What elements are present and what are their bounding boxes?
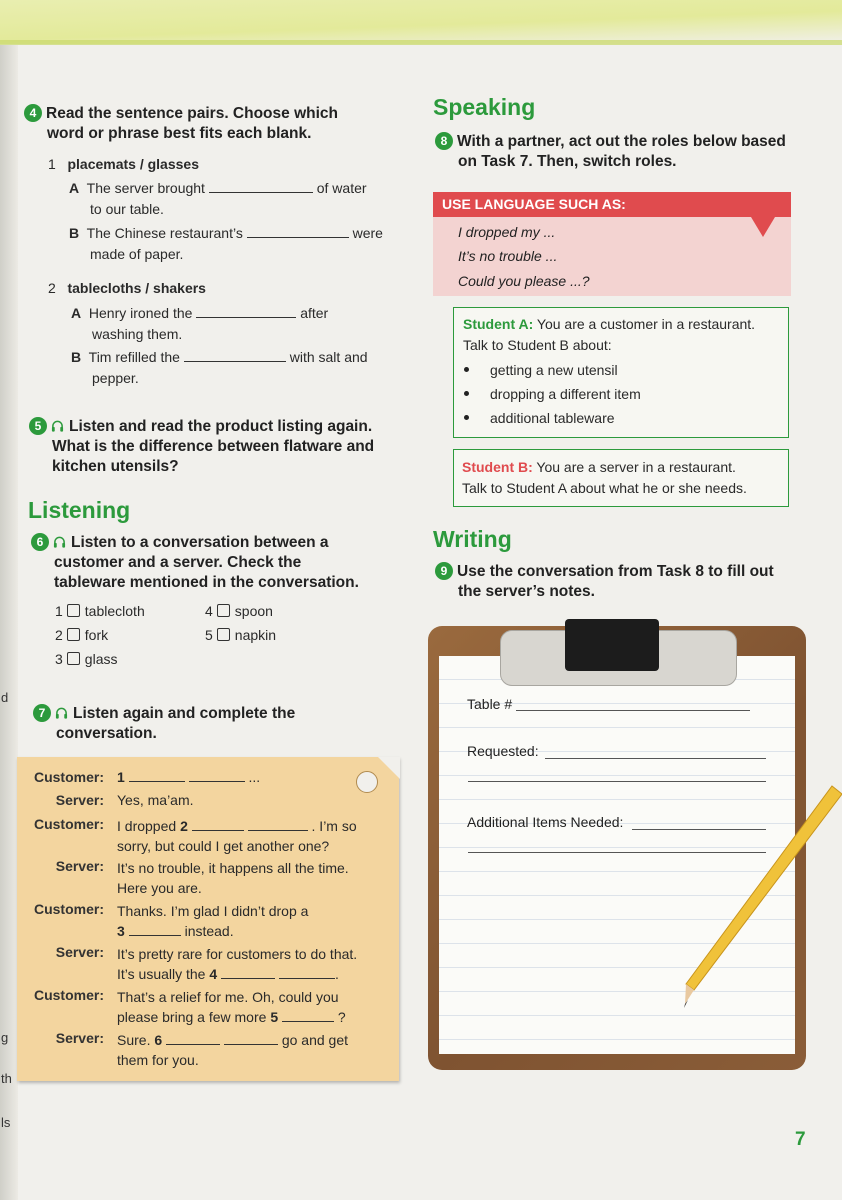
sentence-part: Tim refilled the bbox=[88, 349, 180, 365]
sentence-part: It’s usually the bbox=[117, 966, 206, 982]
option-label: B bbox=[71, 349, 82, 365]
conversation-line bbox=[117, 944, 357, 984]
task6-instruction bbox=[31, 533, 401, 593]
student-b-box bbox=[453, 449, 789, 507]
option-label: tablecloth bbox=[84, 603, 145, 619]
table-number-label: Table # bbox=[467, 696, 513, 712]
speaker-server: Server: bbox=[55, 1030, 104, 1046]
fill-blank[interactable] bbox=[129, 923, 181, 936]
sentence-part: them for you. bbox=[117, 1052, 199, 1068]
item-number: 2 bbox=[55, 627, 63, 643]
bullet-icon bbox=[464, 415, 469, 420]
blank-number: 4 bbox=[209, 966, 218, 982]
option-label: fork bbox=[84, 627, 109, 643]
item-number: 1 bbox=[55, 603, 63, 619]
checklist-item[interactable] bbox=[55, 601, 145, 622]
task-number-badge: 8 bbox=[435, 132, 453, 150]
sentence-part: . bbox=[334, 966, 339, 982]
student-a-text bbox=[463, 314, 755, 335]
conversation-line bbox=[117, 1030, 348, 1070]
bullet-text: dropping a different item bbox=[490, 386, 641, 402]
sentence-part: go and get bbox=[281, 1032, 348, 1048]
task4-item1-b bbox=[69, 223, 399, 265]
role-text: You are a customer in a restaurant. bbox=[536, 316, 756, 332]
fill-blank[interactable] bbox=[221, 966, 275, 979]
sentence-part: were bbox=[352, 225, 383, 241]
fill-blank[interactable] bbox=[184, 349, 286, 362]
task4-item2-title bbox=[48, 278, 206, 299]
task4-line1: Read the sentence pairs. Choose which bbox=[46, 105, 338, 122]
conversation-line: Yes, ma’am. bbox=[117, 792, 194, 808]
speaker-server: Server: bbox=[55, 944, 104, 960]
task-number-badge: 6 bbox=[31, 533, 49, 551]
writing-heading: Writing bbox=[433, 526, 512, 552]
sentence-part: after bbox=[300, 305, 329, 321]
role-text: Talk to Student A about what he or she needs. bbox=[462, 480, 747, 496]
sentence-part: I dropped bbox=[117, 818, 177, 834]
bullet-item bbox=[464, 360, 618, 381]
language-box-title: USE LANGUAGE SUCH AS: bbox=[433, 192, 791, 217]
option-label: A bbox=[71, 305, 82, 321]
task4-item1-title bbox=[48, 154, 199, 175]
additional-items-label: Additional Items Needed: bbox=[467, 814, 624, 830]
fill-blank[interactable] bbox=[192, 818, 244, 831]
item-number: 4 bbox=[205, 603, 213, 619]
edge-fragment: g bbox=[1, 1030, 9, 1045]
language-phrase: It’s no trouble ... bbox=[458, 248, 558, 264]
edge-fragment: th bbox=[1, 1071, 12, 1086]
top-banner bbox=[0, 0, 842, 44]
sentence-part: The server brought bbox=[86, 180, 205, 196]
bullet-item bbox=[464, 384, 641, 405]
edge-fragment: d bbox=[1, 690, 9, 705]
option-label: B bbox=[69, 225, 80, 241]
task7-line1: Listen again and complete the bbox=[73, 705, 296, 722]
sentence-part: sorry, but could I get another one? bbox=[117, 838, 330, 854]
table-number-field[interactable] bbox=[516, 709, 750, 711]
fill-blank[interactable] bbox=[282, 1009, 334, 1022]
blank-number: 1 bbox=[117, 769, 125, 785]
fill-blank[interactable] bbox=[209, 180, 313, 193]
blank-number: 5 bbox=[270, 1009, 279, 1025]
sentence-part: please bring a few more bbox=[117, 1009, 267, 1025]
task-number-badge: 4 bbox=[24, 104, 42, 122]
checklist-item[interactable] bbox=[205, 625, 276, 646]
speaker-customer: Customer: bbox=[33, 987, 104, 1003]
checklist-item[interactable] bbox=[55, 649, 117, 670]
fill-blank[interactable] bbox=[247, 225, 349, 238]
sentence-part: That’s a relief for me. Oh, could you bbox=[117, 989, 339, 1005]
student-b-text bbox=[462, 457, 736, 478]
headphones-icon bbox=[51, 420, 64, 432]
checklist-item[interactable] bbox=[55, 625, 108, 646]
sentence-part: made of paper. bbox=[90, 246, 184, 262]
requested-label: Requested: bbox=[467, 743, 539, 759]
checkbox[interactable] bbox=[67, 652, 80, 665]
language-box bbox=[433, 192, 791, 296]
conversation-line bbox=[117, 816, 357, 856]
sentence-part: ... bbox=[248, 769, 261, 785]
speech-tail bbox=[751, 217, 775, 237]
item-title: tablecloths / shakers bbox=[67, 280, 206, 296]
top-divider bbox=[0, 40, 842, 45]
language-phrase: Could you please ...? bbox=[458, 273, 590, 289]
speaking-heading: Speaking bbox=[433, 94, 536, 120]
blank-number: 6 bbox=[154, 1032, 163, 1048]
bullet-icon bbox=[464, 391, 469, 396]
task6-line1: Listen to a conversation between a bbox=[71, 534, 329, 551]
bullet-text: additional tableware bbox=[490, 410, 615, 426]
role-text: Talk to Student B about: bbox=[463, 337, 612, 353]
fill-blank[interactable] bbox=[279, 966, 335, 979]
student-a-box bbox=[453, 307, 789, 438]
task-number-badge: 9 bbox=[435, 562, 453, 580]
card-hole bbox=[356, 771, 378, 793]
task4-item2-a bbox=[71, 303, 401, 345]
conversation-line bbox=[117, 901, 308, 941]
checklist-item[interactable] bbox=[205, 601, 273, 622]
item-number: 5 bbox=[205, 627, 213, 643]
speaker-customer: Customer: bbox=[33, 816, 104, 832]
checkbox[interactable] bbox=[217, 604, 230, 617]
sentence-part: of water bbox=[316, 180, 367, 196]
task5-instruction bbox=[29, 417, 399, 477]
task4-item1-a bbox=[69, 178, 399, 220]
task6-line2: customer and a server. Check the bbox=[54, 554, 302, 571]
item-number: 3 bbox=[55, 651, 63, 667]
sentence-part: ? bbox=[337, 1009, 346, 1025]
task4-instruction bbox=[24, 104, 404, 144]
sentence-part: The Chinese restaurant’s bbox=[86, 225, 243, 241]
speaker-customer: Customer: bbox=[33, 769, 104, 785]
headphones-icon bbox=[55, 707, 68, 719]
conversation-line bbox=[117, 769, 260, 785]
option-label: napkin bbox=[234, 627, 277, 643]
task4-item2-b bbox=[71, 347, 401, 389]
adjacent-page-edge bbox=[0, 45, 18, 1200]
page-number: 7 bbox=[795, 1129, 806, 1150]
task9-instruction bbox=[435, 562, 805, 602]
conversation-line bbox=[117, 858, 349, 898]
sentence-part: to our table. bbox=[90, 201, 164, 217]
pencil-icon bbox=[676, 780, 842, 1010]
bullet-text: getting a new utensil bbox=[490, 362, 618, 378]
task-number-badge: 5 bbox=[29, 417, 47, 435]
sentence-part: Henry ironed the bbox=[88, 305, 193, 321]
sentence-part: It’s pretty rare for customers to do that. bbox=[117, 946, 358, 962]
sentence-part: pepper. bbox=[92, 370, 139, 386]
checkbox[interactable] bbox=[217, 628, 230, 641]
bullet-item bbox=[464, 408, 615, 429]
role-text: You are a server in a restaurant. bbox=[536, 459, 736, 475]
item-number: 2 bbox=[48, 280, 56, 296]
sentence-part: Sure. bbox=[117, 1032, 151, 1048]
headphones-icon bbox=[53, 536, 66, 548]
sentence-part: with salt and bbox=[289, 349, 368, 365]
requested-field[interactable] bbox=[545, 757, 766, 759]
blank-number: 3 bbox=[117, 923, 125, 939]
clip-icon bbox=[565, 619, 659, 671]
task9-line1: Use the conversation from Task 8 to fill out bbox=[457, 563, 774, 580]
option-label: glass bbox=[84, 651, 118, 667]
task9-line2: the server’s notes. bbox=[458, 583, 595, 600]
task-number-badge: 7 bbox=[33, 704, 51, 722]
fill-blank[interactable] bbox=[166, 1032, 220, 1045]
task5-line3: kitchen utensils? bbox=[52, 458, 179, 475]
option-label: A bbox=[69, 180, 80, 196]
fill-blank[interactable] bbox=[248, 818, 308, 831]
student-b-label: Student B: bbox=[462, 459, 533, 475]
speaker-customer: Customer: bbox=[33, 901, 104, 917]
speaker-server: Server: bbox=[55, 792, 104, 808]
task7-line2: conversation. bbox=[56, 725, 157, 742]
sentence-part: Thanks. I’m glad I didn’t drop a bbox=[117, 903, 309, 919]
sentence-part: instead. bbox=[184, 923, 234, 939]
checkbox[interactable] bbox=[67, 604, 80, 617]
sentence-part: washing them. bbox=[92, 326, 183, 342]
language-phrase: I dropped my ... bbox=[458, 224, 556, 240]
task6-line3: tableware mentioned in the conversation. bbox=[54, 574, 359, 591]
fill-blank[interactable] bbox=[189, 769, 245, 782]
checkbox[interactable] bbox=[67, 628, 80, 641]
fill-blank[interactable] bbox=[224, 1032, 278, 1045]
blank-number: 2 bbox=[180, 818, 188, 834]
task8-line2: on Task 7. Then, switch roles. bbox=[458, 153, 677, 170]
fill-blank[interactable] bbox=[196, 305, 296, 318]
fill-blank[interactable] bbox=[129, 769, 185, 782]
option-label: spoon bbox=[234, 603, 273, 619]
edge-fragment: ls bbox=[1, 1115, 11, 1130]
listening-heading: Listening bbox=[28, 497, 131, 523]
student-a-label: Student A: bbox=[463, 316, 534, 332]
card-corner-cut bbox=[378, 757, 400, 779]
item-title: placemats / glasses bbox=[67, 156, 199, 172]
item-number: 1 bbox=[48, 156, 56, 172]
sentence-part: . I’m so bbox=[311, 818, 357, 834]
task5-line2: What is the difference between flatware and bbox=[52, 438, 375, 455]
task5-line1: Listen and read the product listing again. bbox=[69, 418, 373, 435]
task7-instruction bbox=[33, 704, 403, 744]
sentence-part: Here you are. bbox=[117, 880, 202, 896]
task8-line1: With a partner, act out the roles below based bbox=[457, 133, 786, 150]
sentence-part: It’s no trouble, it happens all the time. bbox=[117, 860, 349, 876]
task8-instruction bbox=[435, 132, 805, 172]
task4-line2: word or phrase best fits each blank. bbox=[47, 125, 312, 142]
speaker-server: Server: bbox=[55, 858, 104, 874]
bullet-icon bbox=[464, 367, 469, 372]
conversation-line bbox=[117, 987, 346, 1027]
